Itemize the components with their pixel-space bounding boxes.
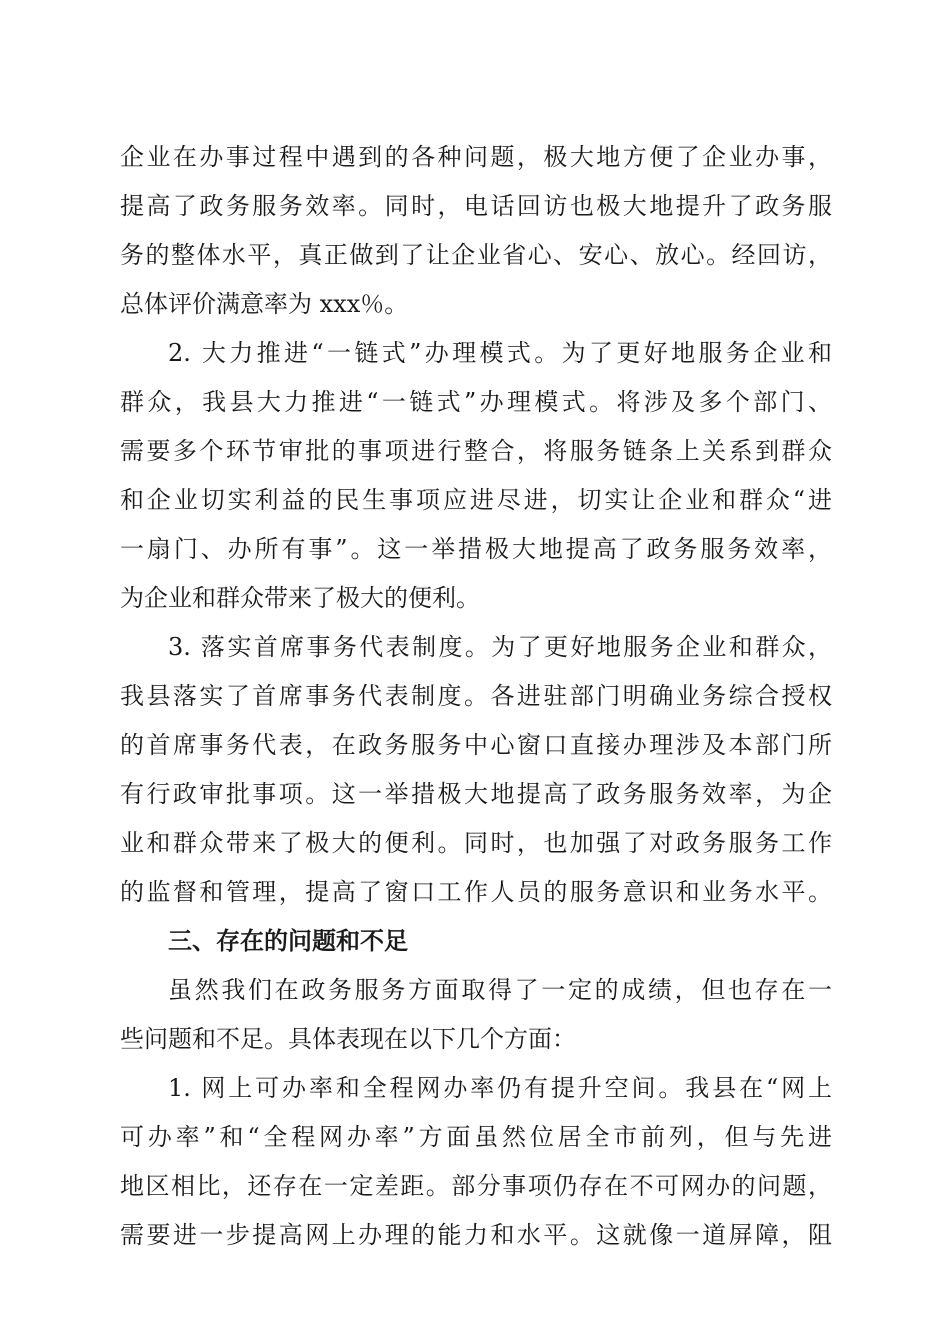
paragraph-line: 1. 网上可办率和全程网办率仍有提升空间。我县在“网上 (168, 1074, 832, 1102)
paragraph-line: 虽然我们在政务服务方面取得了一定的成绩，但也存在一 (168, 976, 832, 1004)
paragraph-line: 业和群众带来了极大的便利。同时，也加强了对政务服务工作 (120, 829, 832, 857)
paragraph-line: 提高了政务服务效率。同时，电话回访也极大地提升了政务服 (120, 192, 832, 220)
paragraph-line: 为企业和群众带来了极大的便利。 (120, 584, 480, 612)
paragraph-line: 些问题和不足。具体表现在以下几个方面： (120, 1025, 576, 1053)
paragraph-line: 的监督和管理，提高了窗口工作人员的服务意识和业务水平。 (120, 878, 832, 906)
paragraph-line: 3. 落实首席事务代表制度。为了更好地服务企业和群众， (168, 633, 832, 661)
paragraph-line: 和企业切实利益的民生事项应进尽进，切实让企业和群众“进 (120, 486, 832, 514)
paragraph-line: 需要多个环节审批的事项进行整合，将服务链条上关系到群众 (120, 437, 832, 465)
paragraph-line: 地区相比，还存在一定差距。部分事项仍存在不可网办的问题， (120, 1172, 832, 1200)
paragraph-line: 2. 大力推进“一链式”办理模式。为了更好地服务企业和 (168, 339, 832, 367)
paragraph-line: 一扇门、办所有事”。这一举措极大地提高了政务服务效率， (120, 535, 832, 563)
paragraph-line: 的首席事务代表，在政务服务中心窗口直接办理涉及本部门所 (120, 731, 832, 759)
paragraph-line: 我县落实了首席事务代表制度。各进驻部门明确业务综合授权 (120, 682, 832, 710)
paragraph-line: 可办率”和“全程网办率”方面虽然位居全市前列，但与先进 (120, 1123, 832, 1151)
paragraph-line: 总体评价满意率为 xxx％。 (120, 290, 409, 318)
paragraph-line: 务的整体水平，真正做到了让企业省心、安心、放心。经回访， (120, 241, 832, 269)
paragraph-line: 群众，我县大力推进“一链式”办理模式。将涉及多个部门、 (120, 388, 832, 416)
paragraph-line: 有行政审批事项。这一举措极大地提高了政务服务效率，为企 (120, 780, 832, 808)
paragraph-line: 企业在办事过程中遇到的各种问题，极大地方便了企业办事， (120, 143, 832, 171)
paragraph-line: 需要进一步提高网上办理的能力和水平。这就像一道屏障，阻 (120, 1221, 832, 1249)
section-heading: 三、存在的问题和不足 (168, 927, 408, 955)
